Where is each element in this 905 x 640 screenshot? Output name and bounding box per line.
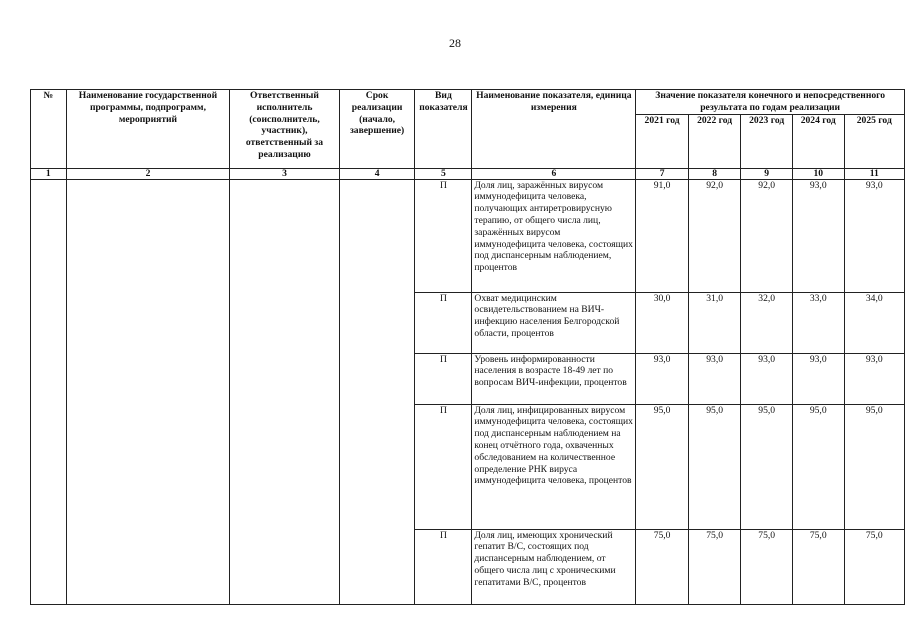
value-2021: 30,0	[636, 292, 689, 353]
header-year: 2025 год	[844, 114, 904, 168]
number-cell-empty	[31, 179, 67, 604]
value-2022: 92,0	[688, 179, 741, 292]
value-2023: 75,0	[741, 529, 793, 604]
header-indicator-type: Вид показателя	[415, 90, 472, 169]
value-2025: 93,0	[844, 353, 904, 404]
header-responsible: Ответственный исполнитель (соисполнитель, участник), ответственный за реализацию	[230, 90, 339, 169]
header-year: 2022 год	[688, 114, 741, 168]
value-2022: 95,0	[688, 404, 741, 529]
value-2025: 75,0	[844, 529, 904, 604]
value-2025: 95,0	[844, 404, 904, 529]
value-2022: 93,0	[688, 353, 741, 404]
header-program-name: Наименование государственной программы, подпрограмм, мероприятий	[66, 90, 230, 169]
value-2023: 93,0	[741, 353, 793, 404]
indicators-table	[30, 89, 905, 605]
column-number: 4	[339, 168, 415, 179]
indicator-name: Доля лиц, заражённых вирусом иммунодефицита человека, получающих антиретровирусную терапию, от общего числа лиц, заражённых вирусом иммунодефицита человека, состоящих под диспансерным наблюдением, процентов	[472, 179, 636, 292]
header-term: Срок реализации (начало, завершение)	[339, 90, 415, 169]
column-number: 7	[636, 168, 689, 179]
column-number: 6	[472, 168, 636, 179]
header-row	[31, 90, 905, 115]
value-2024: 95,0	[792, 404, 844, 529]
header-values-group: Значение показателя конечного и непосредственного результата по годам реализации	[636, 90, 905, 115]
value-2023: 95,0	[741, 404, 793, 529]
value-2025: 93,0	[844, 179, 904, 292]
header-year: 2021 год	[636, 114, 689, 168]
responsible-cell-empty	[230, 179, 339, 604]
indicator-name: Охват медицинским освидетельствованием на ВИЧ-инфекцию населения Белгородской области, процентов	[472, 292, 636, 353]
column-numbers-row	[31, 168, 905, 179]
indicator-name: Доля лиц, инфицированных вирусом иммунодефицита человека, состоящих под диспансерным наблюдением на конец отчётного года, охваченных обследованием на количественное определение РНК вируса иммунодефицита человека, процентов	[472, 404, 636, 529]
term-cell-empty	[339, 179, 415, 604]
value-2021: 93,0	[636, 353, 689, 404]
page-number: 28	[449, 36, 461, 50]
value-2023: 92,0	[741, 179, 793, 292]
value-2021: 91,0	[636, 179, 689, 292]
value-2024: 33,0	[792, 292, 844, 353]
value-2024: 93,0	[792, 179, 844, 292]
indicator-name: Уровень информированности населения в возрасте 18-49 лет по вопросам ВИЧ-инфекции, процентов	[472, 353, 636, 404]
header-number: №	[31, 90, 67, 169]
value-2022: 31,0	[688, 292, 741, 353]
column-number: 11	[844, 168, 904, 179]
value-2024: 75,0	[792, 529, 844, 604]
value-2021: 75,0	[636, 529, 689, 604]
indicator-type: П	[415, 529, 472, 604]
value-2021: 95,0	[636, 404, 689, 529]
value-2023: 32,0	[741, 292, 793, 353]
column-number: 10	[792, 168, 844, 179]
indicator-type: П	[415, 404, 472, 529]
header-year: 2023 год	[741, 114, 793, 168]
value-2022: 75,0	[688, 529, 741, 604]
table-row	[31, 179, 905, 292]
column-number: 8	[688, 168, 741, 179]
indicator-type: П	[415, 179, 472, 292]
column-number: 9	[741, 168, 793, 179]
value-2025: 34,0	[844, 292, 904, 353]
column-number: 3	[230, 168, 339, 179]
program-cell-empty	[66, 179, 230, 604]
column-number: 1	[31, 168, 67, 179]
value-2024: 93,0	[792, 353, 844, 404]
header-indicator-name: Наименование показателя, единица измерения	[472, 90, 636, 169]
column-number: 5	[415, 168, 472, 179]
indicator-type: П	[415, 292, 472, 353]
indicator-type: П	[415, 353, 472, 404]
header-year: 2024 год	[792, 114, 844, 168]
indicator-name: Доля лиц, имеющих хронический гепатит В/С, состоящих под диспансерным наблюдением, от общего числа лиц с хроническими гепатитами В/С, процентов	[472, 529, 636, 604]
column-number: 2	[66, 168, 230, 179]
